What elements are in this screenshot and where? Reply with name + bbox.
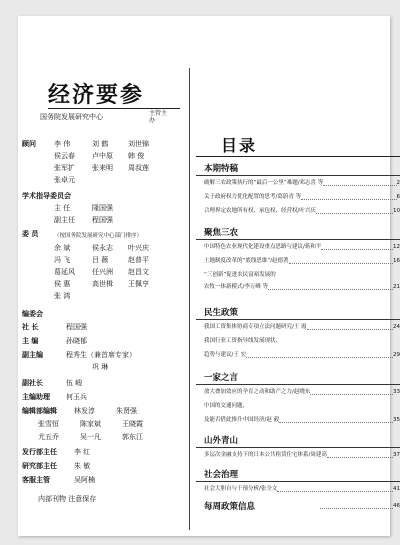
journal-page <box>18 16 400 536</box>
section-rule <box>196 384 400 385</box>
toc-section-title: 聚焦三农 <box>204 228 239 238</box>
dept-staff: 林发淳 <box>74 407 95 415</box>
member: 冯 飞 <box>54 256 71 264</box>
toc-entry-page: 2 <box>396 180 400 186</box>
toc-entry-text: 我国工资集体协商专项立法问题研究/王 霞 <box>204 324 307 330</box>
vice-president-name: 伍 峻 <box>66 379 83 387</box>
title-rule <box>48 108 180 109</box>
toc-entry-text: 趋势与建议/王 宏 <box>204 352 247 358</box>
chief-editor-label: 主 编 <box>22 337 39 345</box>
member: 葛延风 <box>54 268 75 276</box>
advisor: 李 伟 <box>54 140 71 148</box>
advisor: 韩 俊 <box>128 152 145 160</box>
toc-section-title: 一家之言 <box>204 373 239 383</box>
toc-entry-text: 关于政府权力优化配置的思考/葛蔚青 等 <box>204 194 302 200</box>
toc-entry[interactable] <box>204 283 400 292</box>
advisor: 张来明 <box>92 164 113 172</box>
chair-label: 主 任 <box>54 204 71 212</box>
journal-title: 经济要参 <box>48 82 145 108</box>
member: 赵普平 <box>128 256 149 264</box>
toc-entry-page: 24 <box>393 324 400 330</box>
advisor: 张军扩 <box>54 164 75 172</box>
toc-entry-page: 29 <box>393 352 400 358</box>
member: 张 鸿 <box>54 292 71 300</box>
member: 余 斌 <box>54 244 71 252</box>
deputy-chief-editor-name: 程秀生（兼首席专家） <box>66 351 136 359</box>
members-note: （按国务院发展研究中心部门排序） <box>54 233 143 239</box>
advisor: 周叔莲 <box>128 164 149 172</box>
toc-entry-page: 37 <box>393 452 400 458</box>
sponsor-label: 主管主办 <box>149 110 168 124</box>
section-rule <box>196 239 400 240</box>
toc-entry[interactable] <box>204 323 400 332</box>
leader-dots <box>301 193 396 200</box>
vice-chair-label: 副主任 <box>54 216 75 224</box>
toc-section-title: 民生政策 <box>204 308 239 318</box>
editorial-title: 编委会 <box>22 310 43 318</box>
column-divider <box>189 68 190 530</box>
leader-dots <box>316 207 393 214</box>
president-name: 程国强 <box>66 323 87 331</box>
section-rule <box>196 319 400 320</box>
toc-entry-text: 农牧一体新模式/李万峰 等 <box>204 284 269 290</box>
advisor: 张卓元 <box>54 176 75 184</box>
advisors-label: 顾问 <box>22 140 36 148</box>
member: 侯 惠 <box>54 280 71 288</box>
member: 叶兴庆 <box>128 244 149 252</box>
leader-dots <box>289 257 393 264</box>
toc-entry-text: 及能否借此推升中国经济/赵 毅 <box>204 417 280 423</box>
leader-dots <box>277 485 393 492</box>
toc-entry[interactable] <box>318 502 400 511</box>
vice-chair-name: 程国强 <box>92 216 113 224</box>
internal-notice: 内部刊物 注意保存 <box>38 495 97 503</box>
member: 侯永志 <box>92 244 113 252</box>
toc-entry-page: 12 <box>393 244 400 250</box>
toc-entry[interactable] <box>204 257 400 266</box>
toc-entry-page: 41 <box>393 486 400 492</box>
advisor: 刘 鹤 <box>92 140 109 148</box>
toc-title-rule <box>196 156 400 157</box>
deputy-chief-editor-name-2: 巩 琳 <box>92 363 109 371</box>
toc-entry[interactable] <box>204 416 400 425</box>
dept-head-label: 编辑部编辑 <box>22 407 57 415</box>
leader-dots <box>246 351 393 358</box>
dept-staff: 尤五乔 <box>38 433 59 441</box>
leader-dots <box>327 451 393 458</box>
advisor: 卢中原 <box>92 152 113 160</box>
dept-staff: 吴一凡 <box>80 433 101 441</box>
service-label: 客服主管 <box>22 476 50 484</box>
dept-staff: 王晓霞 <box>122 420 143 428</box>
leader-dots <box>320 502 393 509</box>
toc-entry-page: 33 <box>393 389 400 395</box>
toc-entry-page: 10 <box>393 208 400 214</box>
service-name: 吴阿楠 <box>74 476 95 484</box>
toc-entry-text: 社会大胆自与干预分析/张全文 <box>204 486 278 492</box>
toc-entry-text: 中国特色农业现代化建设重点思路与建议/蒋和平 <box>204 244 322 250</box>
toc-entry-page: 21 <box>393 284 400 290</box>
toc-entry[interactable] <box>204 351 400 360</box>
toc-entry-text: 我国行业工资指导线发展现状、 <box>204 338 282 344</box>
distribution-label: 发行部主任 <box>22 448 57 456</box>
section-rule <box>196 481 400 482</box>
toc-entry[interactable] <box>204 193 400 202</box>
advisor: 刘世锦 <box>128 140 149 148</box>
toc-section-title: 本期特稿 <box>204 164 239 174</box>
section-rule <box>196 447 400 448</box>
publisher-org: 国务院发展研究中心 <box>40 113 103 121</box>
leader-dots <box>268 283 393 290</box>
toc-entry[interactable] <box>204 271 400 280</box>
vice-president-label: 副社长 <box>22 379 43 387</box>
toc-entry[interactable] <box>204 179 400 188</box>
toc-entry[interactable] <box>204 388 400 397</box>
assistant-editor-label: 主编助理 <box>22 393 50 401</box>
toc-entry[interactable] <box>204 451 400 460</box>
leader-dots <box>307 323 393 330</box>
toc-entry-text: 破解三农政策执行的“最后一公里”难题/邓志喜 等 <box>204 180 324 186</box>
toc-title: 目录 <box>221 136 258 155</box>
chair-name: 隆国强 <box>92 204 113 212</box>
advisor: 侯云春 <box>54 152 75 160</box>
dept-staff: 张雪恒 <box>38 420 59 428</box>
toc-entry-text: “三创新”促进农民富裕发展的 <box>204 272 276 278</box>
research-name: 朱 敏 <box>74 462 91 470</box>
leader-dots <box>323 179 396 186</box>
toc-entry[interactable] <box>204 337 400 346</box>
distribution-name: 李 红 <box>74 448 91 456</box>
leader-dots <box>321 243 393 250</box>
toc-entry-page: 16 <box>393 258 400 264</box>
toc-entry[interactable] <box>204 243 400 252</box>
dept-staff: 陈家斌 <box>80 420 101 428</box>
member: 吕 薇 <box>92 256 109 264</box>
deputy-chief-editor-label: 副主编 <box>22 351 43 359</box>
toc-section-title: 山外青山 <box>204 436 239 446</box>
member: 赵昌文 <box>128 268 149 276</box>
committee-title: 学术指导委员会 <box>22 192 71 200</box>
chief-editor-name: 孙晓郁 <box>66 337 87 345</box>
dept-staff: 朱贤强 <box>116 407 137 415</box>
assistant-editor-name: 何玉兵 <box>66 393 87 401</box>
toc-entry-text: 合理界定农地所有权、承包权、经营权/叶兴庆 <box>204 208 316 214</box>
toc-entry-page: 6 <box>396 194 400 200</box>
toc-entry-text: 多层次金融支持下的日本公共租赁住宅体系/周建高 <box>204 452 327 458</box>
leader-dots <box>310 388 393 395</box>
president-label: 社 长 <box>22 323 39 331</box>
dept-staff: 郭东江 <box>122 433 143 441</box>
toc-entry-page: 46 <box>393 503 400 509</box>
toc-entry[interactable] <box>204 207 400 216</box>
toc-entry[interactable] <box>204 485 400 494</box>
toc-entry-text: 土地制度改革的“底线思维”/赵德著 <box>204 258 289 264</box>
toc-section-title: 每周政策信息 <box>204 502 256 512</box>
member: 高世楫 <box>92 280 113 288</box>
toc-entry-page: 35 <box>393 417 400 423</box>
member: 任兴洲 <box>92 268 113 276</box>
members-label: 委 员 <box>22 230 39 238</box>
section-rule <box>196 175 400 176</box>
member: 王佩亨 <box>128 280 149 288</box>
research-label: 研究部主任 <box>22 462 57 470</box>
leader-dots <box>279 416 393 423</box>
toc-section-title: 社会治理 <box>204 470 239 480</box>
toc-entry[interactable] <box>204 402 400 411</box>
toc-entry-text: 中国的交通问题， <box>204 403 249 409</box>
toc-entry-text: 放大叠加效应的孕育之动和助产之力/赵晓东 <box>204 389 311 395</box>
